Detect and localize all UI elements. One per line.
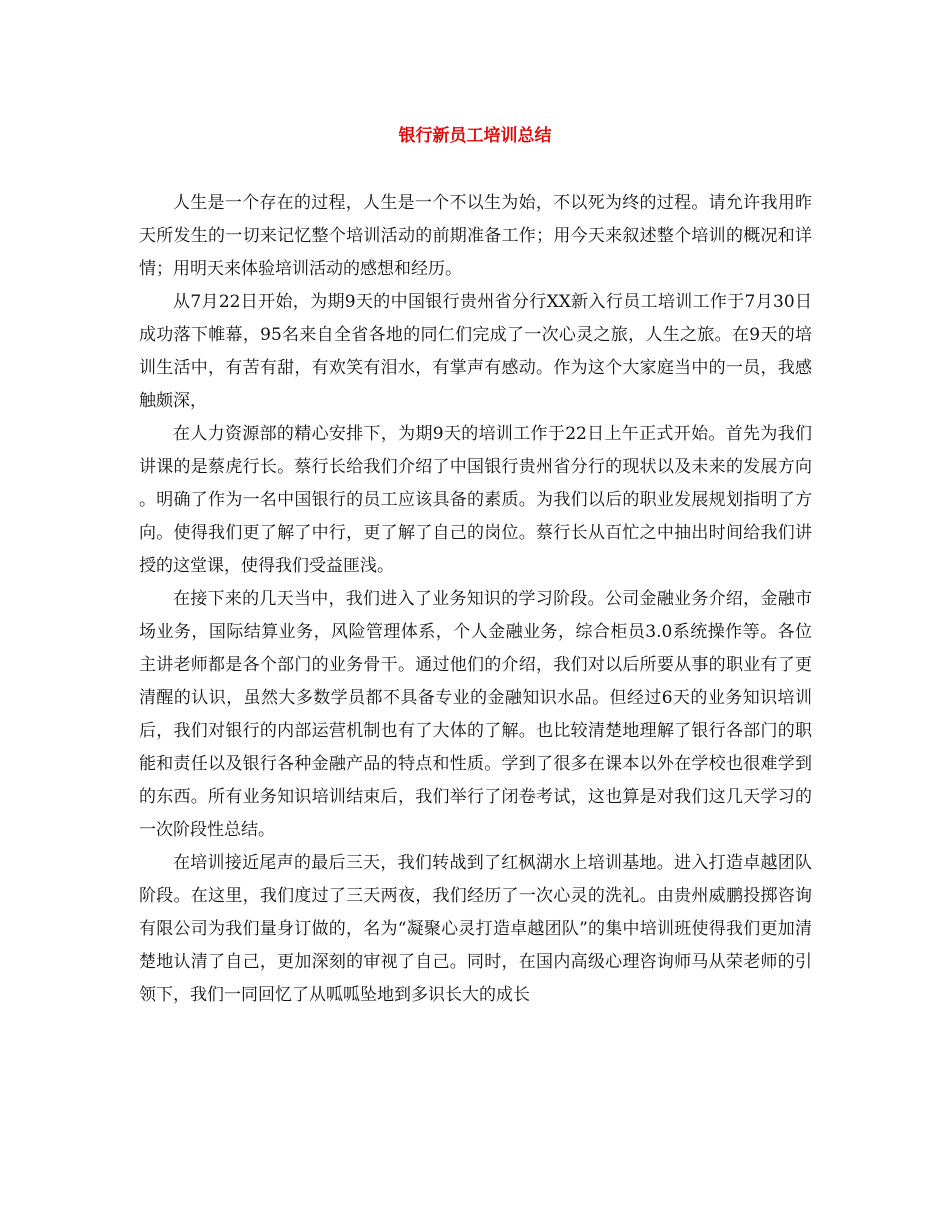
paragraph-business-knowledge: 在接下来的几天当中，我们进入了业务知识的学习阶段。公司金融业务介绍，金融市场业务，国际结算业务，风险管理体系，个人金融业务，综合柜员3.0系统操作等。各位主讲老师都是各个部门的业务骨干。通过他们的介绍，我们对以后所要从事的职业有了更清醒的认识，虽然大多数学员都不具备专业的金融知识水品。但经过6天的业务知识培训后，我们对银行的内部运营机制也有了大体的了解。也比较清楚地理解了银行各部门的职能和责任以及银行各种金融产品的特点和性质。学到了很多在课本以外在学校也很难学到的东西。所有业务知识培训结束后，我们举行了闭卷考试，这也算是对我们这几天学习的一次阶段性总结。 (139, 589, 812, 840)
paragraph-training-overview: 从7月22日开始，为期9天的中国银行贵州省分行XX新入行员工培训工作于7月30日成功落下帷幕，95名来自全省各地的同仁们完成了一次心灵之旅，人生之旅。在9天的培训生活中，有苦有甜，有欢笑有泪水，有掌声有感动。作为这个大家庭当中的一员，我感触颇深， (139, 292, 812, 411)
paragraph-team-building: 在培训接近尾声的最后三天，我们转战到了红枫湖水上培训基地。进入打造卓越团队阶段。在这里，我们度过了三天两夜，我们经历了一次心灵的洗礼。由贵州威鹏投掷咨询有限公司为我们量身订做的，名为“凝聚心灵打造卓越团队”的集中培训班使得我们更加清楚地认清了自己，更加深刻的审视了自己。同时，在国内高级心理咨询师马从荣老师的引领下，我们一同回忆了从呱呱坠地到多识长大的成长 (139, 853, 812, 1005)
paragraph-opening-lecture: 在人力资源部的精心安排下，为期9天的培训工作于22日上午正式开始。首先为我们讲课的是蔡虎行长。蔡行长给我们介绍了中国银行贵州省分行的现状以及未来的发展方向。明确了作为一名中国银行的员工应该具备的素质。为我们以后的职业发展规划指明了方向。使得我们更了解了中行，更了解了自己的岗位。蔡行长从百忙之中抽出时间给我们讲授的这堂课，使得我们受益匪浅。 (139, 424, 812, 576)
paragraph-intro: 人生是一个存在的过程，人生是一个不以生为始，不以死为终的过程。请允许我用昨天所发生的一切来记忆整个培训活动的前期准备工作；用今天来叙述整个培训的概况和详情；用明天来体验培训活动的感想和经历。 (139, 193, 812, 279)
document-body (139, 187, 812, 1012)
document-title: 银行新员工培训总结 (398, 126, 552, 146)
